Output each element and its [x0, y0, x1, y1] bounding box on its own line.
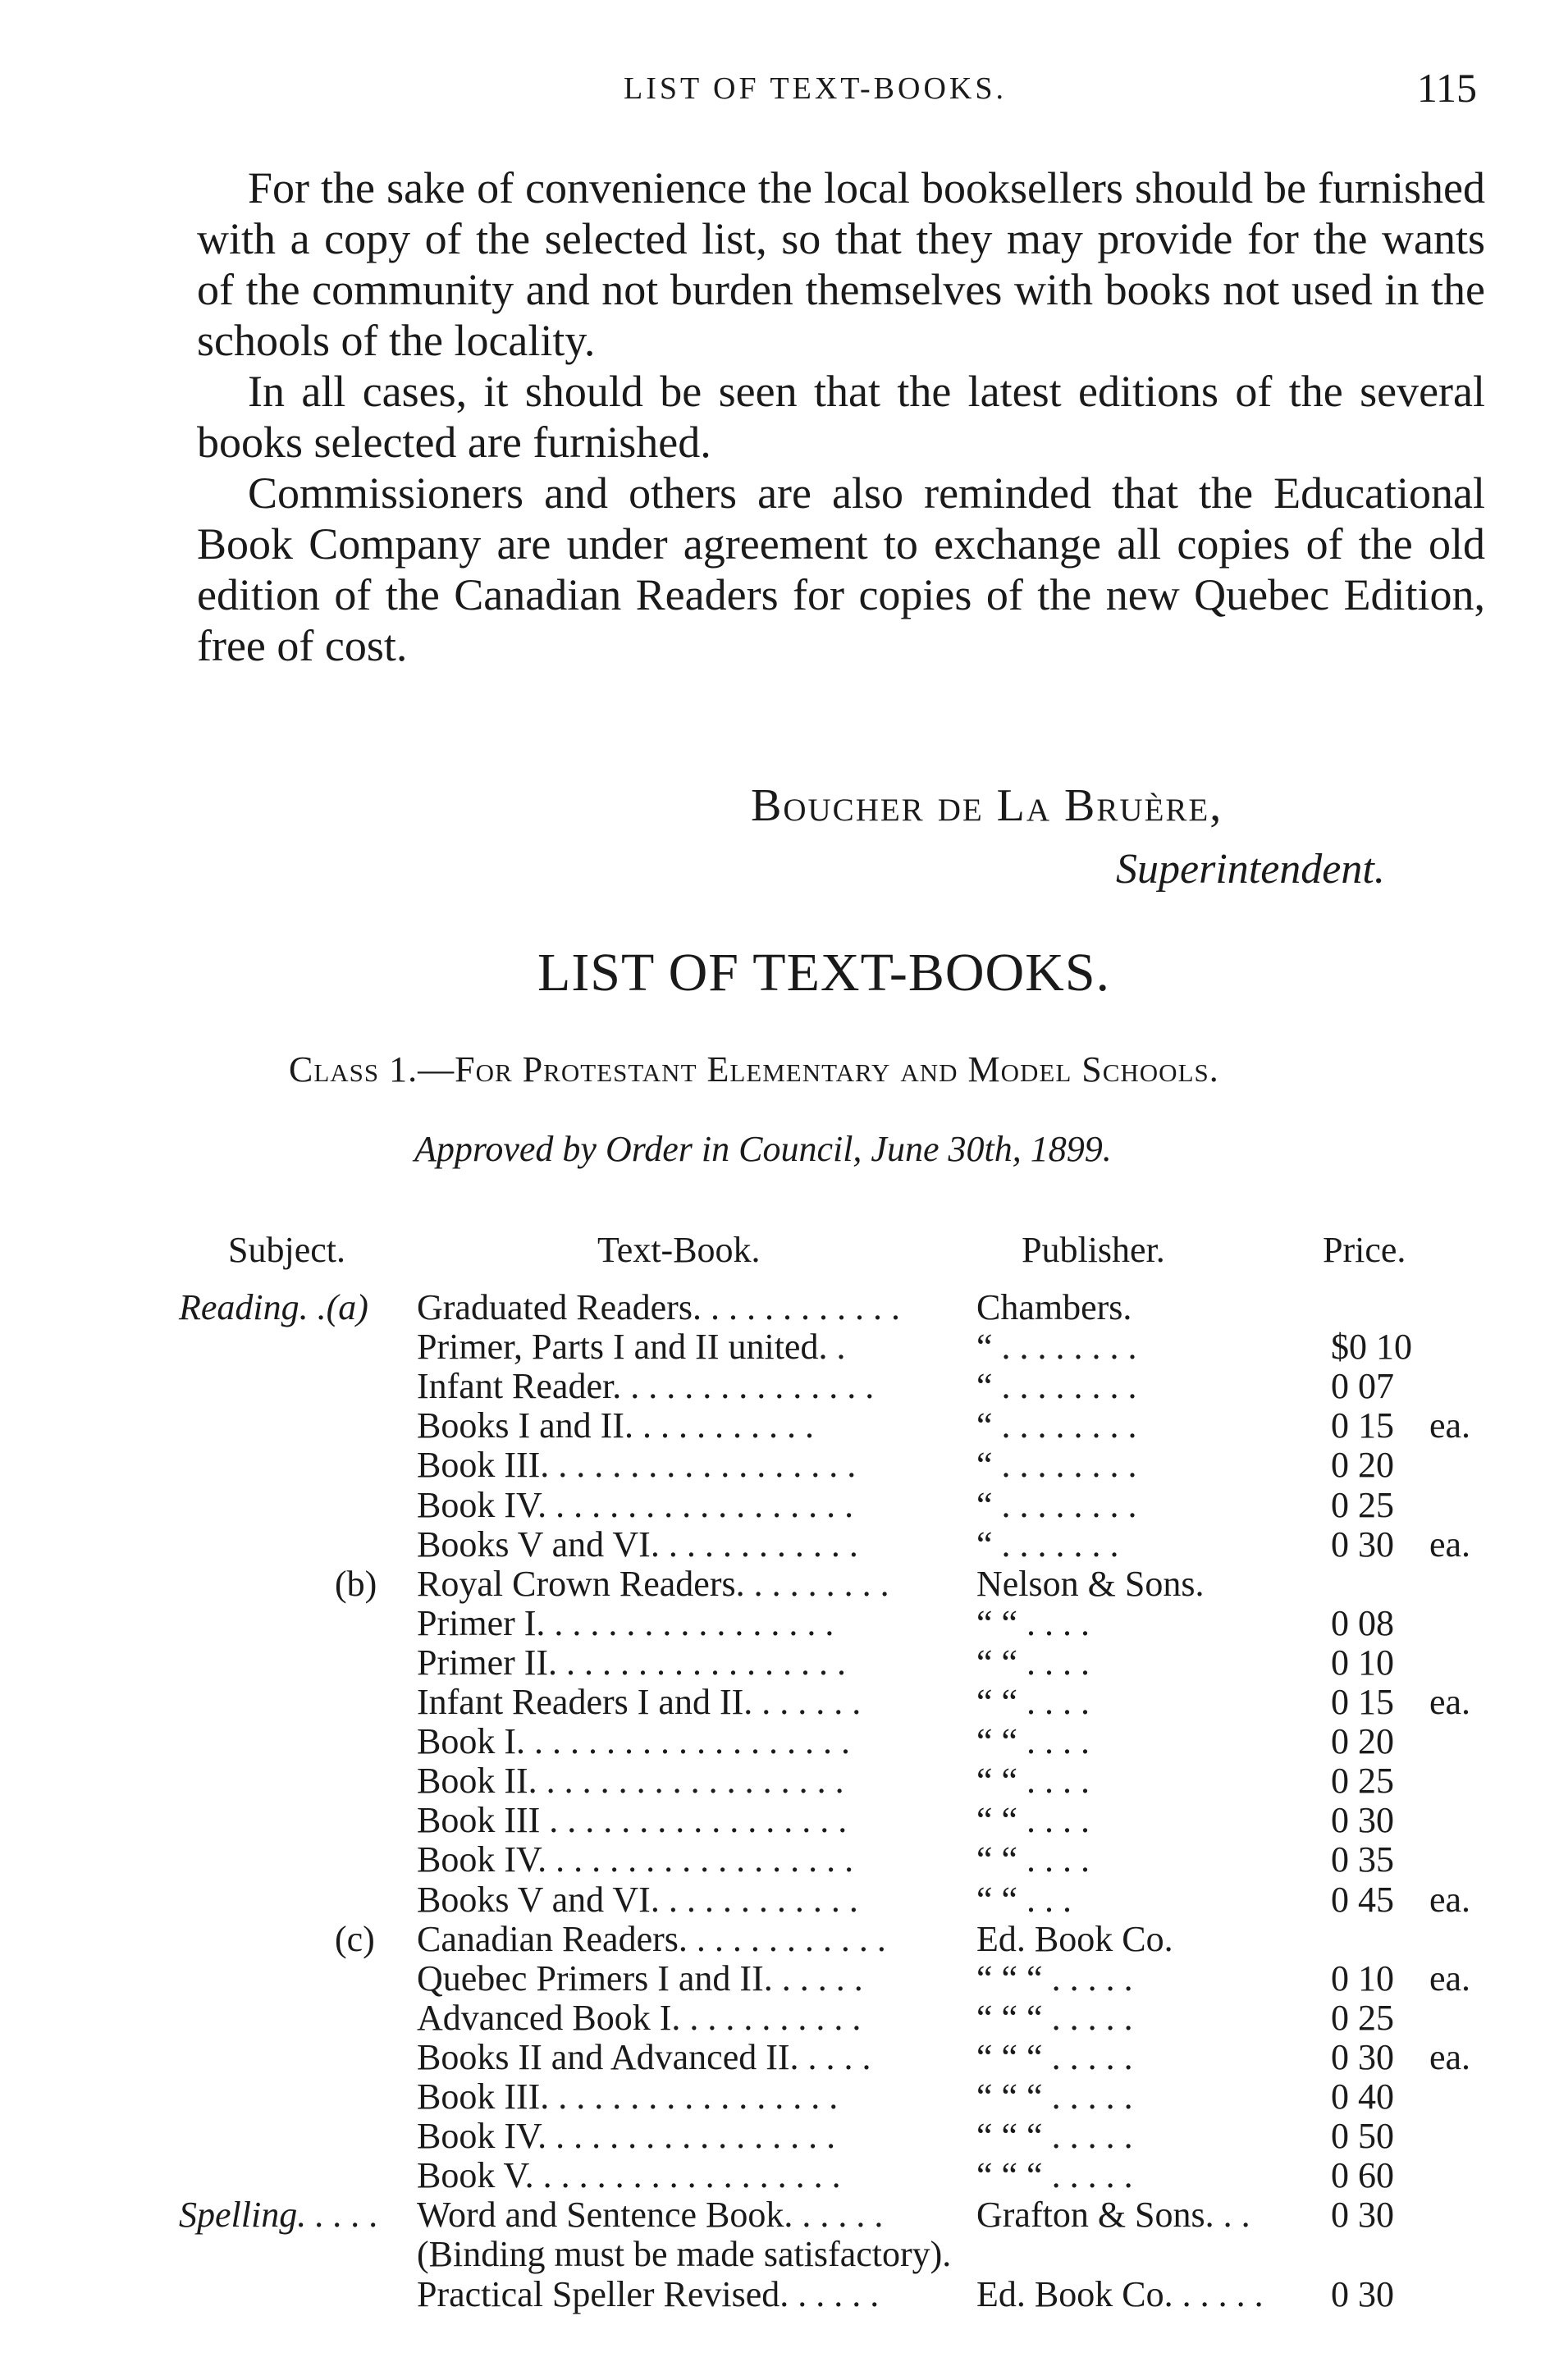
row-price: 0 08: [1331, 1603, 1394, 1643]
row-price: 0 45: [1331, 1880, 1394, 1920]
row-price-suffix: ea.: [1429, 1958, 1471, 1999]
table-row: [0, 1997, 1559, 2036]
row-publisher: “ “ . . .: [976, 1880, 1072, 1920]
row-price: 0 30: [1331, 2195, 1394, 2235]
row-price-suffix: ea.: [1429, 1524, 1471, 1565]
row-publisher: “ “ . . . .: [976, 1682, 1090, 1722]
row-textbook: Primer II. . . . . . . . . . . . . . . . .: [417, 1642, 847, 1683]
row-publisher: “ . . . . . . . .: [976, 1445, 1137, 1485]
row-textbook: Primer I. . . . . . . . . . . . . . . . .: [417, 1603, 834, 1643]
table-row: [0, 1760, 1559, 1799]
table-row: [0, 1444, 1559, 1483]
row-price: 0 20: [1331, 1445, 1394, 1485]
signature-name: Boucher de La Bruère,: [751, 780, 1223, 831]
row-textbook: Infant Reader. . . . . . . . . . . . . . .: [417, 1366, 875, 1406]
table-row: [0, 1879, 1559, 1918]
column-header-price: Price.: [1323, 1230, 1406, 1270]
row-publisher: Ed. Book Co.: [976, 1919, 1173, 1959]
row-publisher: “ . . . . . . . .: [976, 1327, 1137, 1367]
column-header-publisher: Publisher.: [1022, 1230, 1165, 1270]
row-price: $0 10: [1331, 1327, 1412, 1367]
row-publisher: Chambers.: [976, 1287, 1132, 1327]
signature-title: Superintendent.: [1116, 846, 1385, 893]
row-price: 0 15: [1331, 1682, 1394, 1722]
table-row: [0, 1799, 1559, 1839]
row-price: 0 60: [1331, 2155, 1394, 2195]
row-subject: Spelling. . . . .: [179, 2195, 379, 2235]
row-textbook: Books II and Advanced II. . . . .: [417, 2037, 871, 2077]
table-row: [0, 1642, 1559, 1681]
row-price: 0 25: [1331, 1761, 1394, 1801]
row-price: 0 35: [1331, 1839, 1394, 1880]
row-subject: Reading. .(a): [179, 1287, 368, 1327]
row-textbook: Canadian Readers. . . . . . . . . . . .: [417, 1919, 886, 1959]
row-textbook: Books I and II. . . . . . . . . . .: [417, 1405, 814, 1446]
row-textbook: Books V and VI. . . . . . . . . . . .: [417, 1524, 858, 1565]
row-textbook: Primer, Parts I and II united. .: [417, 1327, 846, 1367]
row-price: 0 25: [1331, 1485, 1394, 1525]
row-publisher: Ed. Book Co. . . . . .: [976, 2274, 1264, 2314]
row-publisher: “ “ “ . . . . .: [976, 1958, 1133, 1999]
row-textbook: Book IV. . . . . . . . . . . . . . . . . .: [417, 1839, 854, 1880]
table-row: [0, 2233, 1559, 2273]
row-textbook: Word and Sentence Book. . . . . .: [417, 2195, 884, 2235]
row-textbook: Quebec Primers I and II. . . . . .: [417, 1958, 863, 1999]
table-row: [0, 2154, 1559, 2194]
row-price-suffix: ea.: [1429, 2037, 1471, 2077]
row-textbook: Infant Readers I and II. . . . . . .: [417, 1682, 862, 1722]
row-textbook: Books V and VI. . . . . . . . . . . .: [417, 1880, 858, 1920]
table-row: [0, 1405, 1559, 1444]
column-header-subject: Subject.: [228, 1230, 345, 1270]
row-price-suffix: ea.: [1429, 1880, 1471, 1920]
row-textbook: Book II. . . . . . . . . . . . . . . . . .: [417, 1761, 844, 1801]
row-publisher: “ . . . . . . . .: [976, 1405, 1137, 1446]
table-row: [0, 1326, 1559, 1365]
column-header-textbook: Text-Book.: [597, 1230, 761, 1270]
table-row: [0, 2115, 1559, 2154]
table-row: [0, 2036, 1559, 2076]
row-price-suffix: ea.: [1429, 1682, 1471, 1722]
row-publisher: “ “ . . . .: [976, 1761, 1090, 1801]
row-textbook: Book III. . . . . . . . . . . . . . . . . .: [417, 1445, 857, 1485]
row-price: 0 30: [1331, 2274, 1394, 2314]
row-textbook: (Binding must be made satisfactory).: [417, 2234, 952, 2274]
table-row: [0, 1839, 1559, 1878]
running-title: LIST OF TEXT-BOOKS.: [624, 71, 1007, 106]
row-price: 0 15: [1331, 1405, 1394, 1446]
row-price: 0 30: [1331, 1800, 1394, 1840]
row-textbook: Book III . . . . . . . . . . . . . . . . .: [417, 1800, 848, 1840]
row-textbook: Book III. . . . . . . . . . . . . . . . .: [417, 2076, 839, 2117]
row-price: 0 40: [1331, 2076, 1394, 2117]
row-publisher: “ “ . . . .: [976, 1839, 1090, 1880]
table-row: [0, 2076, 1559, 2115]
table-row: [0, 1602, 1559, 1642]
row-price: 0 50: [1331, 2116, 1394, 2156]
row-publisher: “ “ “ . . . . .: [976, 2155, 1133, 2195]
row-publisher: “ “ . . . .: [976, 1721, 1090, 1761]
row-textbook: Book IV. . . . . . . . . . . . . . . . . .: [417, 1485, 854, 1525]
row-publisher: “ “ “ . . . . .: [976, 1998, 1133, 2038]
row-publisher: “ . . . . . . . .: [976, 1366, 1137, 1406]
row-price-suffix: ea.: [1429, 1405, 1471, 1446]
row-publisher: “ “ . . . .: [976, 1603, 1090, 1643]
table-row: [0, 1365, 1559, 1405]
row-textbook: Book V. . . . . . . . . . . . . . . . . .: [417, 2155, 841, 2195]
row-publisher: “ . . . . . . .: [976, 1524, 1119, 1565]
row-publisher: “ “ . . . .: [976, 1800, 1090, 1840]
table-row: [0, 1918, 1559, 1957]
table-row: [0, 1484, 1559, 1523]
class-heading: Class 1.—For Protestant Elementary and Model Schools.: [289, 1049, 1219, 1090]
row-price: 0 30: [1331, 1524, 1394, 1565]
row-price: 0 07: [1331, 1366, 1394, 1406]
paragraph-commissioners: Commissioners and others are also reminded that the Educational Book Company are under agreement to exchange all copies of the old edition of the Canadian Readers for copies of the new Quebec Edition, free of cost.: [197, 468, 1485, 670]
row-price: 0 25: [1331, 1998, 1394, 2038]
row-textbook: Graduated Readers. . . . . . . . . . . .: [417, 1287, 900, 1327]
row-publisher: “ “ . . . .: [976, 1642, 1090, 1683]
page-number: 115: [1416, 65, 1477, 111]
row-price: 0 10: [1331, 1958, 1394, 1999]
row-publisher: Nelson & Sons.: [976, 1564, 1205, 1604]
row-publisher: Grafton & Sons. . .: [976, 2195, 1250, 2235]
table-row: [0, 2194, 1559, 2233]
row-price: 0 20: [1331, 1721, 1394, 1761]
row-subject: (b): [335, 1564, 377, 1604]
row-price: 0 30: [1331, 2037, 1394, 2077]
body-paragraphs: [197, 162, 1485, 671]
row-textbook: Advanced Book I. . . . . . . . . . .: [417, 1998, 862, 2038]
row-publisher: “ “ “ . . . . .: [976, 2076, 1133, 2117]
table-row: [0, 1957, 1559, 1997]
row-publisher: “ “ “ . . . . .: [976, 2116, 1133, 2156]
row-textbook: Royal Crown Readers. . . . . . . . .: [417, 1564, 889, 1604]
list-heading: LIST OF TEXT-BOOKS.: [537, 943, 1111, 1003]
row-textbook: Book IV. . . . . . . . . . . . . . . . .: [417, 2116, 836, 2156]
row-price: 0 10: [1331, 1642, 1394, 1683]
row-publisher: “ . . . . . . . .: [976, 1485, 1137, 1525]
row-subject: (c): [335, 1919, 375, 1959]
table-row: [0, 1681, 1559, 1720]
table-row: [0, 1523, 1559, 1563]
paragraph-latest-editions: In all cases, it should be seen that the latest editions of the several books selected are furnished.: [197, 367, 1485, 467]
approval-note: Approved by Order in Council, June 30th, 1899.: [414, 1129, 1112, 1169]
paragraph-booksellers: For the sake of convenience the local booksellers should be furnished with a copy of the selected list, so that they may provide for the wants of the community and not burden themselves with books not used in the schools of the locality.: [197, 163, 1485, 365]
table-row: [0, 1720, 1559, 1760]
table-row: [0, 2273, 1559, 2313]
row-publisher: “ “ “ . . . . .: [976, 2037, 1133, 2077]
row-textbook: Book I. . . . . . . . . . . . . . . . . . .: [417, 1721, 850, 1761]
table-row: [0, 1563, 1559, 1602]
row-textbook: Practical Speller Revised. . . . . .: [417, 2274, 880, 2314]
table-row: [0, 1286, 1559, 1326]
